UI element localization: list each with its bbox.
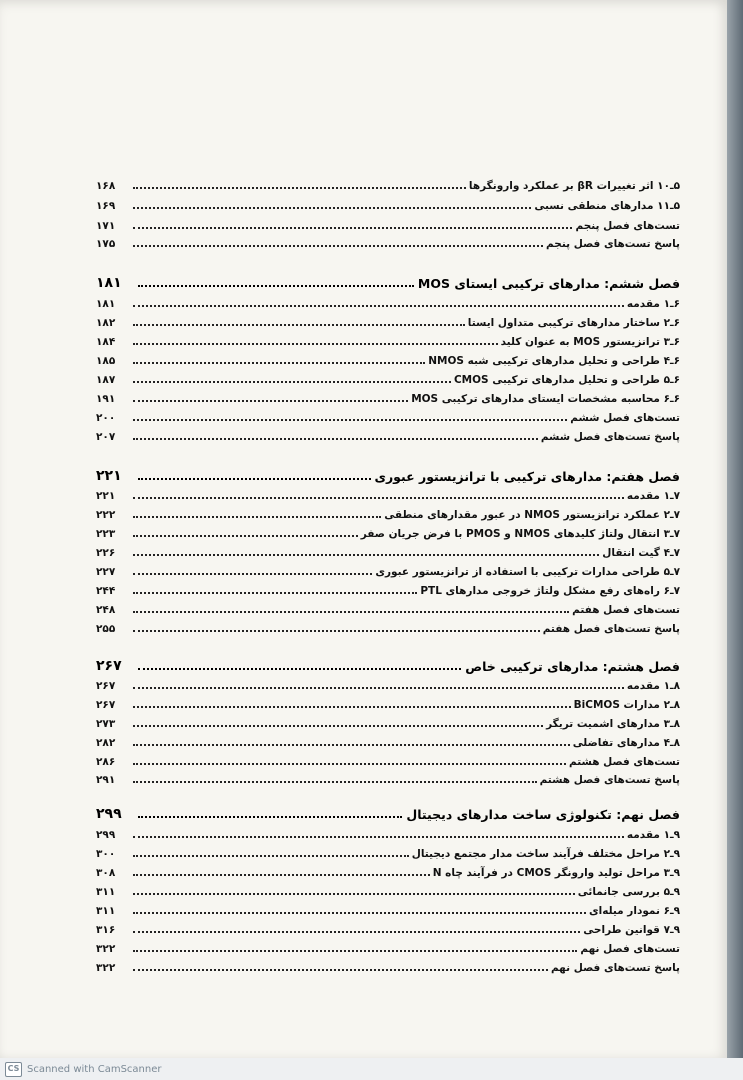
entry-page: ۲۷۳ [96, 718, 116, 730]
dot-leader [133, 874, 430, 876]
chapter-heading [96, 275, 680, 291]
toc-entry [96, 699, 680, 711]
dot-leader [133, 744, 570, 746]
entry-title: ۶ـ۲ ساختار مدارهای ترکیبی متداول ایستا [467, 317, 680, 329]
entry-page: ۱۹۱ [96, 393, 116, 405]
entry-page: ۲۴۴ [96, 585, 116, 597]
entry-title: ۹ـ۳ مراحل تولید وارونگر CMOS در فرآیند چاه N [432, 867, 680, 879]
entry-page: ۲۹۹ [96, 829, 116, 841]
toc-entry [96, 718, 680, 730]
toc-entry [96, 200, 680, 212]
chapter-title: فصل هفتم: مدارهای ترکیبی با ترانزیستور عبوری [374, 469, 680, 484]
dot-leader [133, 893, 575, 895]
entry-page: ۲۶۷ [96, 699, 116, 711]
entry-page: ۱۷۵ [96, 238, 116, 250]
dot-leader [133, 687, 624, 689]
entry-title: ۶ـ۳ ترانزیستور MOS به عنوان کلید [500, 336, 680, 348]
entry-title: تست‌های فصل نهم [580, 943, 680, 955]
entry-page: ۲۲۶ [96, 547, 116, 559]
toc-entry [96, 585, 680, 597]
entry-title: ۹ـ۲ مراحل مختلف فرآیند ساخت مدار مجتمع دیجیتال [411, 848, 680, 860]
toc-entry [96, 924, 680, 936]
entry-page: ۲۶۷ [96, 680, 116, 692]
toc-entry [96, 180, 680, 192]
toc-entry [96, 298, 680, 310]
dot-leader [133, 400, 408, 402]
dot-leader [138, 816, 402, 818]
entry-page: ۱۸۷ [96, 374, 116, 386]
dot-leader [133, 725, 543, 727]
dot-leader [133, 305, 624, 307]
entry-page: ۲۲۳ [96, 528, 116, 540]
entry-page: ۳۱۶ [96, 924, 116, 936]
toc-entry [96, 220, 680, 232]
dot-leader [133, 438, 538, 440]
dot-leader [133, 419, 567, 421]
entry-title: ۶ـ۱ مقدمه [626, 298, 680, 310]
toc-entry [96, 737, 680, 749]
toc-entry [96, 393, 680, 405]
dot-leader [133, 611, 569, 613]
dot-leader [138, 668, 461, 670]
entry-title: تست‌های فصل هشتم [569, 756, 680, 768]
entry-title: ۶ـ۵ طراحی و تحلیل مدارهای ترکیبی CMOS [453, 374, 680, 386]
entry-title: ۵ـ۱۱ مدارهای منطقی نسبی [534, 200, 680, 212]
toc-entry [96, 355, 680, 367]
entry-title: تست‌های فصل هفتم [572, 604, 680, 616]
chapter-heading [96, 806, 680, 822]
dot-leader [133, 227, 572, 229]
toc-entry [96, 317, 680, 329]
dot-leader [133, 324, 465, 326]
entry-page: ۱۸۱ [96, 298, 116, 310]
entry-page: ۲۸۶ [96, 756, 116, 768]
chapter-page: ۱۸۱ [96, 275, 122, 291]
entry-title: پاسخ تست‌های فصل نهم [550, 962, 680, 974]
toc-entry [96, 905, 680, 917]
dot-leader [133, 187, 466, 189]
dot-leader [133, 836, 624, 838]
dot-leader [133, 535, 358, 537]
toc-entry [96, 962, 680, 974]
chapter-title: فصل هشتم: مدارهای ترکیبی خاص [465, 659, 680, 674]
toc-entry [96, 604, 680, 616]
dot-leader [133, 950, 577, 952]
chapter-heading [96, 468, 680, 484]
entry-page: ۳۱۱ [96, 905, 116, 917]
dot-leader [138, 285, 414, 287]
entry-title: ۹ـ۷ قوانین طراحی [583, 924, 680, 936]
toc-entry [96, 943, 680, 955]
entry-title: ۷ـ۶ راه‌های رفع مشکل ولتاژ خروجی مدارهای PTL [420, 585, 680, 597]
dot-leader [133, 969, 548, 971]
dot-leader [133, 592, 417, 594]
entry-title: ۶ـ۴ طراحی و تحلیل مدارهای ترکیبی شبه NMOS [428, 355, 680, 367]
entry-page: ۱۸۵ [96, 355, 116, 367]
entry-title: ۷ـ۱ مقدمه [626, 490, 680, 502]
toc-entry [96, 374, 680, 386]
dot-leader [133, 343, 498, 345]
entry-page: ۱۸۴ [96, 336, 116, 348]
toc-entry [96, 412, 680, 424]
entry-page: ۲۸۲ [96, 737, 116, 749]
page-edge-shadow [727, 0, 743, 1058]
dot-leader [133, 706, 571, 708]
entry-title: ۵ـ۱۰ اثر تغییرات βR بر عملکرد وارونگرها [468, 180, 680, 192]
entry-title: ۸ـ۴ مدارهای تفاضلی [572, 737, 680, 749]
entry-title: ۷ـ۳ انتقال ولتاژ کلیدهای NMOS و PMOS با فرض جریان صفر [360, 528, 680, 540]
toc-entry [96, 509, 680, 521]
chapter-title: فصل ششم: مدارهای ترکیبی ایستای MOS [417, 276, 680, 291]
entry-page: ۳۱۱ [96, 886, 116, 898]
dot-leader [133, 381, 451, 383]
entry-page: ۱۷۱ [96, 220, 116, 232]
entry-page: ۳۰۰ [96, 848, 116, 860]
toc-entry [96, 867, 680, 879]
entry-title: ۷ـ۵ طراحی مدارات ترکیبی با استفاده از ترانزیستور عبوری [375, 566, 680, 578]
toc-entry [96, 848, 680, 860]
chapter-heading [96, 658, 680, 674]
dot-leader [133, 763, 566, 765]
entry-page: ۲۵۵ [96, 623, 116, 635]
toc-entry [96, 680, 680, 692]
entry-page: ۳۲۲ [96, 943, 116, 955]
dot-leader [133, 362, 425, 364]
dot-leader [133, 497, 624, 499]
toc-entry [96, 829, 680, 841]
entry-title: تست‌های فصل پنجم [575, 220, 680, 232]
entry-title: پاسخ تست‌های فصل هشتم [539, 774, 680, 786]
entry-title: پاسخ تست‌های فصل ششم [540, 431, 680, 443]
toc-entry [96, 756, 680, 768]
dot-leader [133, 931, 580, 933]
entry-title: ۷ـ۴ گیت انتقال [602, 547, 680, 559]
entry-page: ۱۸۲ [96, 317, 116, 329]
dot-leader [133, 630, 540, 632]
toc-entry [96, 431, 680, 443]
dot-leader [133, 207, 531, 209]
entry-page: ۲۴۸ [96, 604, 116, 616]
entry-title: ۷ـ۲ عملکرد ترانزیستور NMOS در عبور مقدارهای منطقی [384, 509, 680, 521]
entry-page: ۱۶۹ [96, 200, 116, 212]
dot-leader [138, 478, 371, 480]
toc-entry [96, 886, 680, 898]
entry-title: ۸ـ۳ مدارهای اشمیت تریگر [546, 718, 680, 730]
chapter-page: ۲۹۹ [96, 806, 122, 822]
entry-page: ۲۲۷ [96, 566, 116, 578]
toc-entry [96, 238, 680, 250]
chapter-title: فصل نهم: تکنولوژی ساخت مدارهای دیجیتال [406, 807, 680, 822]
dot-leader [133, 554, 599, 556]
toc-entry [96, 528, 680, 540]
toc-entry [96, 547, 680, 559]
entry-page: ۲۲۲ [96, 509, 116, 521]
entry-page: ۳۰۸ [96, 867, 116, 879]
entry-page: ۱۶۸ [96, 180, 116, 192]
camscanner-logo-icon: CS [5, 1062, 22, 1077]
toc-entry [96, 490, 680, 502]
toc-entry [96, 623, 680, 635]
entry-title: پاسخ تست‌های فصل هفتم [542, 623, 680, 635]
toc-entry [96, 336, 680, 348]
dot-leader [133, 573, 372, 575]
entry-page: ۲۰۷ [96, 431, 116, 443]
entry-page: ۲۹۱ [96, 774, 116, 786]
entry-page: ۳۲۲ [96, 962, 116, 974]
entry-title: ۸ـ۲ مدارات BiCMOS [573, 699, 680, 711]
chapter-page: ۲۲۱ [96, 468, 122, 484]
camscanner-watermark [5, 1061, 162, 1077]
toc-entry [96, 566, 680, 578]
dot-leader [133, 245, 543, 247]
toc-entry [96, 774, 680, 786]
entry-title: تست‌های فصل ششم [570, 412, 680, 424]
watermark-text: Scanned with CamScanner [27, 1063, 162, 1075]
entry-page: ۲۰۰ [96, 412, 116, 424]
dot-leader [133, 516, 381, 518]
chapter-page: ۲۶۷ [96, 658, 122, 674]
entry-title: ۹ـ۶ نمودار میله‌ای [588, 905, 680, 917]
dot-leader [133, 855, 409, 857]
entry-title: پاسخ تست‌های فصل پنجم [546, 238, 680, 250]
entry-title: ۶ـ۶ محاسبه مشخصات ایستای مدارهای ترکیبی MOS [411, 393, 680, 405]
entry-title: ۸ـ۱ مقدمه [626, 680, 680, 692]
dot-leader [133, 912, 586, 914]
dot-leader [133, 781, 537, 783]
entry-title: ۹ـ۱ مقدمه [626, 829, 680, 841]
entry-title: ۹ـ۵ بررسی جانمائی [577, 886, 680, 898]
entry-page: ۲۲۱ [96, 490, 116, 502]
